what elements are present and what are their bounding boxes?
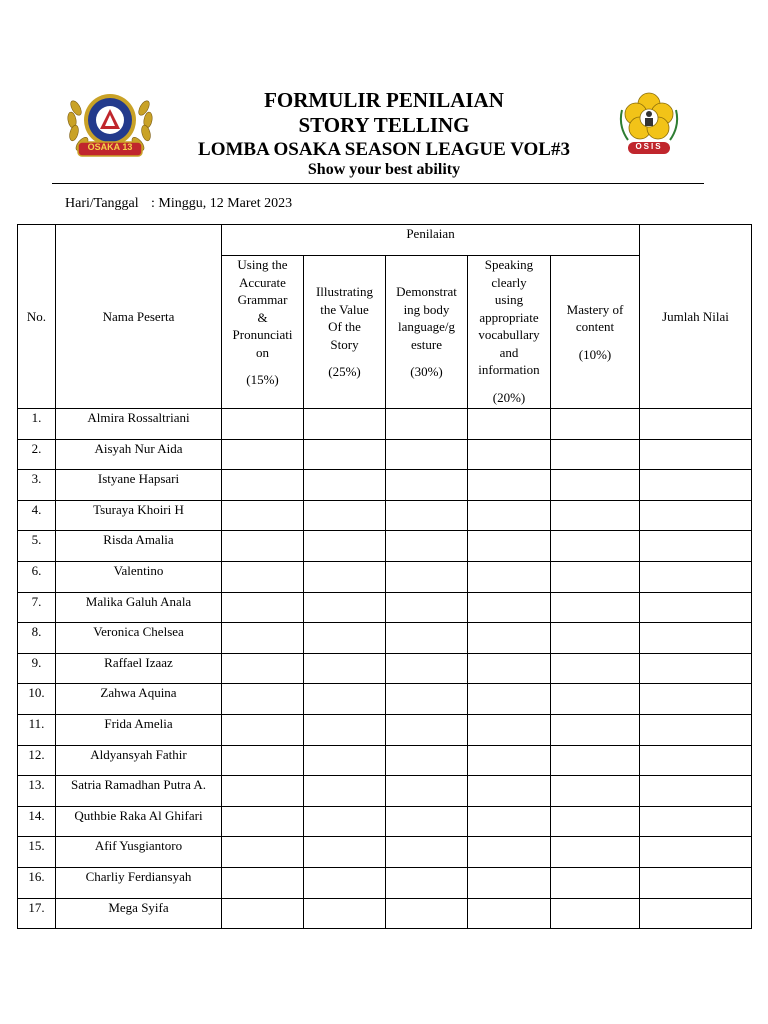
participant-name: Satria Ramadhan Putra A. <box>56 776 222 807</box>
score-cell[interactable] <box>386 500 468 531</box>
score-cell[interactable] <box>222 592 304 623</box>
criterion-label-line: Pronunciati <box>232 327 293 342</box>
criterion-label-line: clearly <box>491 274 527 290</box>
row-number: 4. <box>18 500 56 531</box>
total-cell[interactable] <box>640 592 752 623</box>
criterion-label-line: esture <box>410 336 443 352</box>
row-number: 1. <box>18 409 56 440</box>
criterion-weight: (15%) <box>246 372 279 387</box>
row-number: 13. <box>18 776 56 807</box>
score-cell[interactable] <box>551 837 640 868</box>
participant-name: Valentino <box>56 561 222 592</box>
score-cell[interactable] <box>222 806 304 837</box>
table-row <box>18 653 752 684</box>
score-cell[interactable] <box>386 561 468 592</box>
score-cell[interactable] <box>222 867 304 898</box>
score-cell[interactable] <box>386 745 468 776</box>
table-row <box>18 592 752 623</box>
score-cell[interactable] <box>551 745 640 776</box>
criterion-weight: (20%) <box>492 389 526 405</box>
date-row <box>65 196 292 212</box>
total-cell[interactable] <box>640 837 752 868</box>
criterion-label-line: information <box>478 362 540 377</box>
table-row <box>18 500 752 531</box>
score-cell[interactable] <box>222 439 304 470</box>
participant-name: Tsuraya Khoiri H <box>56 500 222 531</box>
score-cell[interactable] <box>468 867 551 898</box>
score-cell[interactable] <box>551 500 640 531</box>
criterion-label-line: ing body <box>403 301 450 317</box>
score-cell[interactable] <box>304 439 386 470</box>
score-cell[interactable] <box>386 531 468 562</box>
table-row <box>18 684 752 715</box>
score-cell[interactable] <box>222 470 304 501</box>
table-row <box>18 439 752 470</box>
score-cell[interactable] <box>304 653 386 684</box>
criterion-label-line: Accurate <box>239 274 286 290</box>
criterion-label-line: content <box>575 319 615 335</box>
criterion-label-line: appropriate <box>479 309 539 325</box>
participant-name: Aldyansyah Fathir <box>56 745 222 776</box>
score-cell[interactable] <box>386 714 468 745</box>
score-cell[interactable] <box>304 561 386 592</box>
event-name: LOMBA OSAKA SEASON LEAGUE VOL#3 <box>198 139 570 160</box>
score-cell[interactable] <box>304 500 386 531</box>
form-header <box>0 0 768 190</box>
total-cell[interactable] <box>640 409 752 440</box>
tagline: Show your best ability <box>307 161 461 178</box>
score-cell[interactable] <box>551 653 640 684</box>
score-cell[interactable] <box>304 409 386 440</box>
score-cell[interactable] <box>222 745 304 776</box>
score-cell[interactable] <box>386 623 468 654</box>
row-number: 8. <box>18 623 56 654</box>
right-logo-text: OSIS <box>635 142 663 151</box>
criterion-label-line: on <box>256 344 269 360</box>
criterion-label-line: and <box>499 344 519 360</box>
total-cell[interactable] <box>640 745 752 776</box>
score-cell[interactable] <box>386 837 468 868</box>
score-cell[interactable] <box>468 470 551 501</box>
score-cell[interactable] <box>222 684 304 715</box>
score-cell[interactable] <box>222 837 304 868</box>
score-cell[interactable] <box>551 806 640 837</box>
score-cell[interactable] <box>468 898 551 929</box>
score-cell[interactable] <box>551 592 640 623</box>
date-value: : Minggu, 12 Maret 2023 <box>151 196 293 211</box>
score-cell[interactable] <box>551 561 640 592</box>
score-cell[interactable] <box>551 531 640 562</box>
row-number: 6. <box>18 561 56 592</box>
table-row <box>18 837 752 868</box>
participant-name: Aisyah Nur Aida <box>56 439 222 470</box>
criterion-label-line: Grammar <box>237 292 288 307</box>
row-number: 2. <box>18 439 56 470</box>
score-cell[interactable] <box>468 500 551 531</box>
participant-name: Quthbie Raka Al Ghifari <box>56 806 222 837</box>
criterion-header-1 <box>222 256 304 409</box>
score-cell[interactable] <box>304 837 386 868</box>
row-number: 9. <box>18 653 56 684</box>
score-cell[interactable] <box>551 714 640 745</box>
criterion-label-line: Using the <box>237 257 288 272</box>
col-header-no: No. <box>18 225 56 409</box>
score-cell[interactable] <box>551 684 640 715</box>
table-row <box>18 776 752 807</box>
score-cell[interactable] <box>304 898 386 929</box>
participant-name: Mega Syifa <box>56 898 222 929</box>
table-row <box>18 745 752 776</box>
left-logo-text: OSAKA 13 <box>87 142 133 152</box>
total-cell[interactable] <box>640 714 752 745</box>
participant-name: Malika Galuh Anala <box>56 592 222 623</box>
form-title: FORMULIR PENILAIAN <box>264 88 504 112</box>
score-cell[interactable] <box>551 898 640 929</box>
score-cell[interactable] <box>304 684 386 715</box>
score-cell[interactable] <box>551 776 640 807</box>
criterion-label-line: Of the <box>328 319 361 335</box>
total-cell[interactable] <box>640 531 752 562</box>
score-cell[interactable] <box>304 592 386 623</box>
criterion-label-line: Mastery of <box>566 301 624 317</box>
score-cell[interactable] <box>468 653 551 684</box>
row-number: 16. <box>18 867 56 898</box>
participant-name: Raffael Izaaz <box>56 653 222 684</box>
score-cell[interactable] <box>386 409 468 440</box>
row-number: 11. <box>18 714 56 745</box>
table-row <box>18 409 752 440</box>
score-cell[interactable] <box>304 531 386 562</box>
score-cell[interactable] <box>468 592 551 623</box>
score-cell[interactable] <box>468 531 551 562</box>
criterion-header-2 <box>304 256 386 409</box>
participant-name: Almira Rossaltriani <box>56 409 222 440</box>
col-header-penilaian: Penilaian <box>222 225 640 256</box>
participant-name: Frida Amelia <box>56 714 222 745</box>
criterion-weight: (10%) <box>578 346 612 362</box>
table-row <box>18 806 752 837</box>
criterion-label-line: vocabullary <box>478 327 540 342</box>
row-number: 5. <box>18 531 56 562</box>
row-number: 3. <box>18 470 56 501</box>
criterion-label-line: Demonstrat <box>396 284 457 300</box>
total-cell[interactable] <box>640 439 752 470</box>
score-cell[interactable] <box>468 745 551 776</box>
total-cell[interactable] <box>640 684 752 715</box>
score-cell[interactable] <box>222 898 304 929</box>
score-cell[interactable] <box>222 500 304 531</box>
score-cell[interactable] <box>386 470 468 501</box>
score-cell[interactable] <box>222 714 304 745</box>
total-cell[interactable] <box>640 561 752 592</box>
criterion-label-line: the Value <box>320 301 369 317</box>
row-number: 12. <box>18 745 56 776</box>
total-cell[interactable] <box>640 500 752 531</box>
criterion-label-line: language/g <box>397 319 456 335</box>
score-cell[interactable] <box>551 409 640 440</box>
participant-name: Istyane Hapsari <box>56 470 222 501</box>
table-row <box>18 714 752 745</box>
score-cell[interactable] <box>468 806 551 837</box>
score-cell[interactable] <box>304 776 386 807</box>
score-cell[interactable] <box>468 684 551 715</box>
criterion-label-line: Illustrating <box>315 284 374 300</box>
score-cell[interactable] <box>304 745 386 776</box>
score-cell[interactable] <box>304 867 386 898</box>
table-row <box>18 898 752 929</box>
score-cell[interactable] <box>222 409 304 440</box>
criterion-weight: (25%) <box>328 364 361 380</box>
criterion-header-5 <box>551 256 640 409</box>
total-cell[interactable] <box>640 806 752 837</box>
total-cell[interactable] <box>640 776 752 807</box>
row-number: 10. <box>18 684 56 715</box>
score-table <box>17 224 752 929</box>
form-subtitle: STORY TELLING <box>298 113 470 137</box>
score-cell[interactable] <box>551 470 640 501</box>
total-cell[interactable] <box>640 867 752 898</box>
row-number: 7. <box>18 592 56 623</box>
score-cell[interactable] <box>386 898 468 929</box>
score-cell[interactable] <box>222 776 304 807</box>
row-number: 15. <box>18 837 56 868</box>
score-cell[interactable] <box>304 470 386 501</box>
criterion-label-line: Speaking <box>484 257 534 272</box>
participant-name: Afif Yusgiantoro <box>56 837 222 868</box>
score-cell[interactable] <box>222 561 304 592</box>
criterion-header-4 <box>468 256 551 409</box>
score-cell[interactable] <box>551 439 640 470</box>
score-cell[interactable] <box>222 653 304 684</box>
table-row <box>18 561 752 592</box>
participant-name: Risda Amalia <box>56 531 222 562</box>
score-cell[interactable] <box>222 531 304 562</box>
score-cell[interactable] <box>468 623 551 654</box>
row-number: 14. <box>18 806 56 837</box>
criterion-label-line: using <box>494 292 524 307</box>
score-cell[interactable] <box>222 623 304 654</box>
score-cell[interactable] <box>386 439 468 470</box>
total-cell[interactable] <box>640 653 752 684</box>
participant-name: Veronica Chelsea <box>56 623 222 654</box>
participant-name: Zahwa Aquina <box>56 684 222 715</box>
total-cell[interactable] <box>640 898 752 929</box>
score-cell[interactable] <box>386 806 468 837</box>
total-cell[interactable] <box>640 470 752 501</box>
date-label: Hari/Tanggal <box>65 196 139 211</box>
total-cell[interactable] <box>640 623 752 654</box>
score-cell[interactable] <box>386 776 468 807</box>
score-cell[interactable] <box>468 409 551 440</box>
header-divider <box>52 183 704 184</box>
criterion-header-3 <box>386 256 468 409</box>
col-header-name: Nama Peserta <box>56 225 222 409</box>
criterion-weight: (30%) <box>410 364 443 380</box>
score-cell[interactable] <box>304 714 386 745</box>
participant-name: Charliy Ferdiansyah <box>56 867 222 898</box>
score-cell[interactable] <box>468 714 551 745</box>
score-cell[interactable] <box>468 776 551 807</box>
table-row <box>18 470 752 501</box>
score-cell[interactable] <box>468 439 551 470</box>
col-header-total: Jumlah Nilai <box>640 225 752 409</box>
table-row <box>18 623 752 654</box>
table-row <box>18 531 752 562</box>
score-cell[interactable] <box>304 623 386 654</box>
score-cell[interactable] <box>386 653 468 684</box>
row-number: 17. <box>18 898 56 929</box>
table-row <box>18 867 752 898</box>
score-cell[interactable] <box>551 867 640 898</box>
score-cell[interactable] <box>386 684 468 715</box>
criterion-label-line: & <box>257 309 268 325</box>
score-cell[interactable] <box>468 561 551 592</box>
criterion-label-line: Story <box>330 336 359 352</box>
score-cell[interactable] <box>386 867 468 898</box>
score-cell[interactable] <box>386 592 468 623</box>
score-cell[interactable] <box>304 806 386 837</box>
score-cell[interactable] <box>551 623 640 654</box>
score-cell[interactable] <box>468 837 551 868</box>
